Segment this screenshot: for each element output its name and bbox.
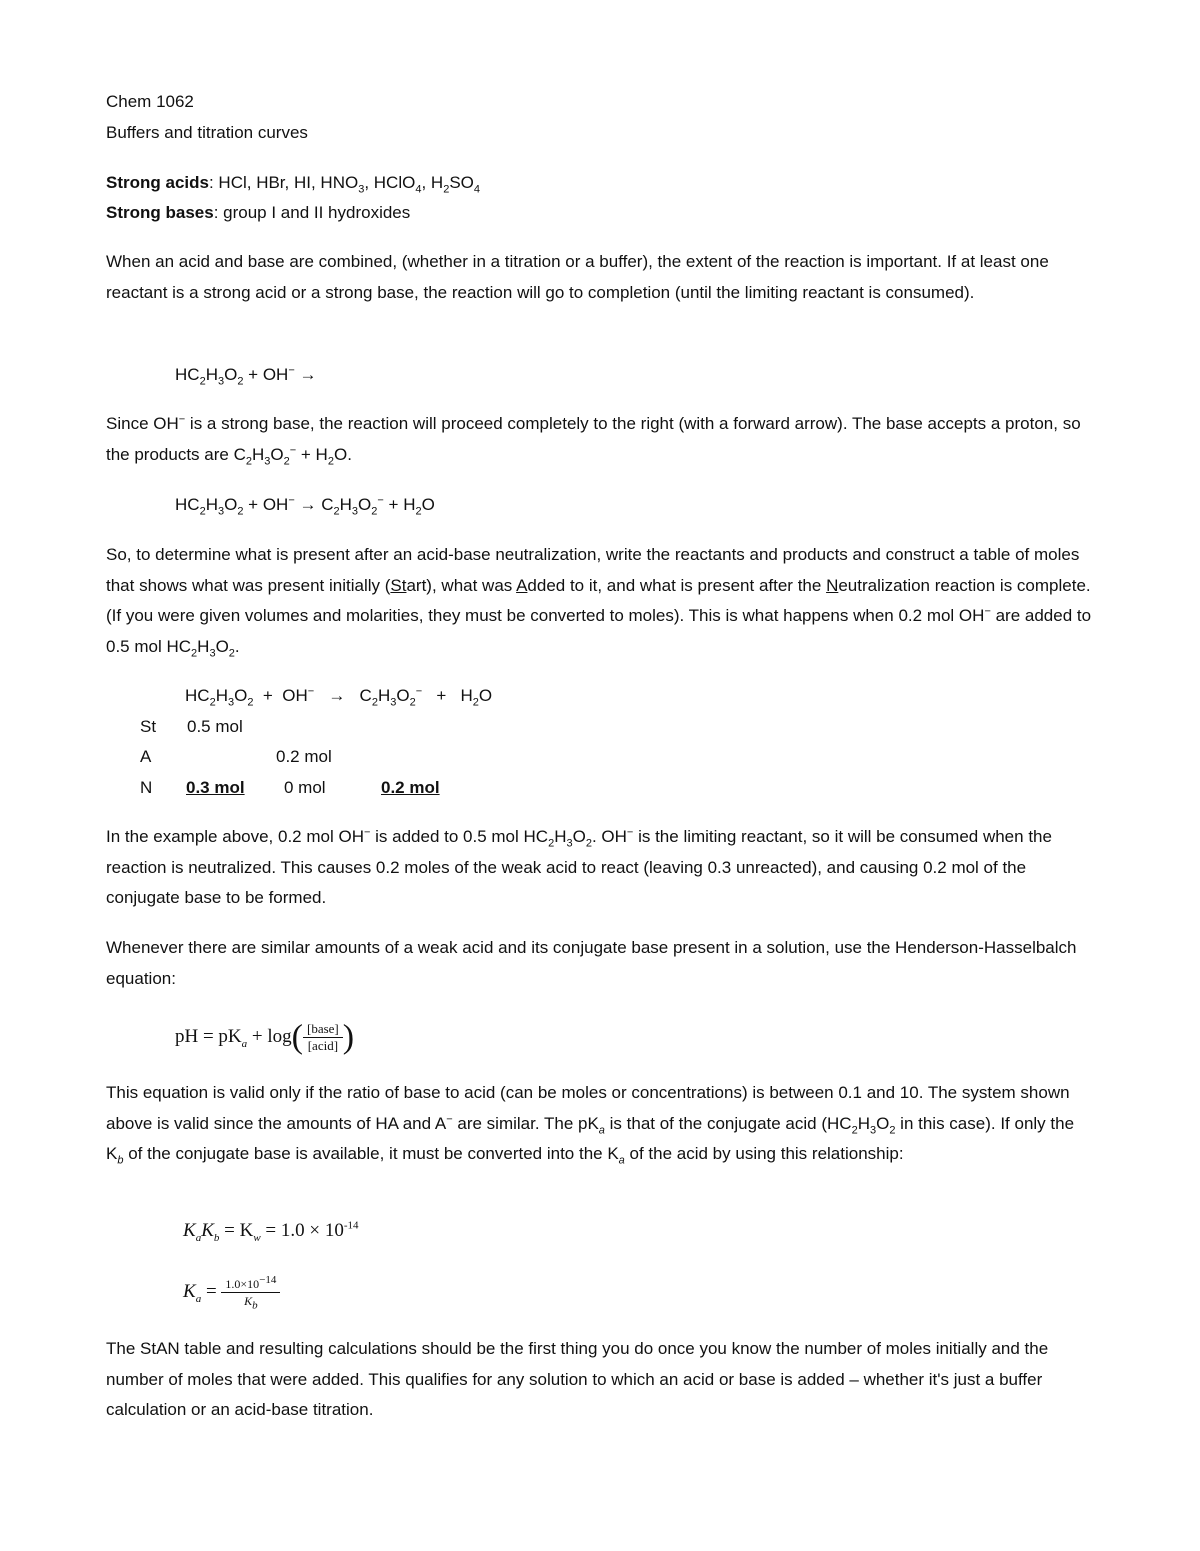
stan-row-label: St	[140, 717, 157, 736]
paragraph-conclusion: The StAN table and resulting calculations should be the first thing you do once you know the number of moles initially and the number of moles that were added. This qualifies for any solution to which an acid or base is added – whether it's just a buffer calculation or an acid-base titration.	[106, 1339, 1049, 1419]
strong-acids-label: Strong acids	[106, 173, 209, 192]
topic-title: Buffers and titration curves	[106, 123, 308, 142]
stan-row-label: A	[140, 747, 152, 766]
stan-cell: 0.3 mol	[186, 778, 245, 797]
reaction-1: $HC_2H_3O_2 + OH^-$ →	[175, 364, 317, 388]
stan-cell: 0.5 mol	[187, 717, 243, 736]
reaction-2: $HC_2H_3O_2 + OH^- \to C_2H_3O_2^- + H_2O$	[175, 494, 435, 518]
stan-row-label: N	[140, 778, 153, 797]
kw-equation: $K_aK_b = K_w = 1.0 \times 10^{-14}$	[183, 1219, 359, 1244]
stan-cell: 0.2 mol	[276, 747, 332, 766]
paragraph-validity: This equation is valid only if the ratio of base to acid (can be moles or concentrations) is between 0.1 and 10. The system shown above is valid since the amounts of HA and A− are similar. The $pK_a$ is that of the conjugate acid ($HC_2H_3O_2$ in this case). If only the $K_b$ of the conjugate base is available, it must be converted into the $K_a$ of the acid by using this relationship:	[106, 1083, 1075, 1167]
paragraph-hh-intro: Whenever there are similar amounts of a weak acid and its conjugate base present in a solution, use the Henderson-Hasselbalch equation:	[106, 938, 1077, 988]
paragraph-strong-base: Since OH− is a strong base, the reaction will proceed completely to the right (with a forward arrow). The base accepts a proton, so the products are $C_2H_3O_2^- + H_2O$.	[106, 413, 1081, 467]
strong-bases-label: Strong bases	[106, 203, 214, 222]
hh-equation: pH = $pK_a + \log$( $\frac{\text{[base]}}{\text{[acid]}}$ )	[175, 1018, 355, 1056]
paragraph-stan-intro: So, to determine what is present after an acid-base neutralization, write the reactants and products and construct a table of moles that shows what was present initially (Start), what was Added to it, and what is present after the Neutralization reaction is complete. (If you were given volumes and molarities, they must be converted to moles). This is what happens when 0.2 mol OH− are added to 0.5 mol $HC_2H_3O_2$.	[106, 545, 1092, 659]
strong-acids-line: Strong acids: HCl, HBr, HI, $HNO_3$, HClO$_4$, $H_2SO_4$	[106, 173, 480, 196]
paragraph-example: In the example above, 0.2 mol OH− is added to 0.5 mol $HC_2H_3O_2$. OH− is the limiting reactant, so it will be consumed when the reaction is neutralized. This causes 0.2 moles of the weak acid to react (leaving 0.3 unreacted), and causing 0.2 mol of the conjugate base to be formed.	[106, 826, 1052, 907]
paragraph-intro: When an acid and base are combined, (whether in a titration or a buffer), the extent of the reaction is important. If at least one reactant is a strong acid or a strong base, the reaction will go to completion (until the limiting reactant is consumed).	[106, 252, 1049, 302]
stan-cell: 0 mol	[284, 778, 326, 797]
stan-cell: 0.2 mol	[381, 778, 440, 797]
stan-equation: $HC_2H_3O_2 + OH^- \to C_2H_3O_2^- + H_2O$	[185, 685, 493, 709]
course-title: Chem 1062	[106, 92, 194, 111]
ka-equation: $K_a$ = $\frac{1.0\times 10^{-14}}{K_b}$	[183, 1272, 280, 1312]
strong-bases-line: Strong bases: group I and II hydroxides	[106, 203, 411, 222]
